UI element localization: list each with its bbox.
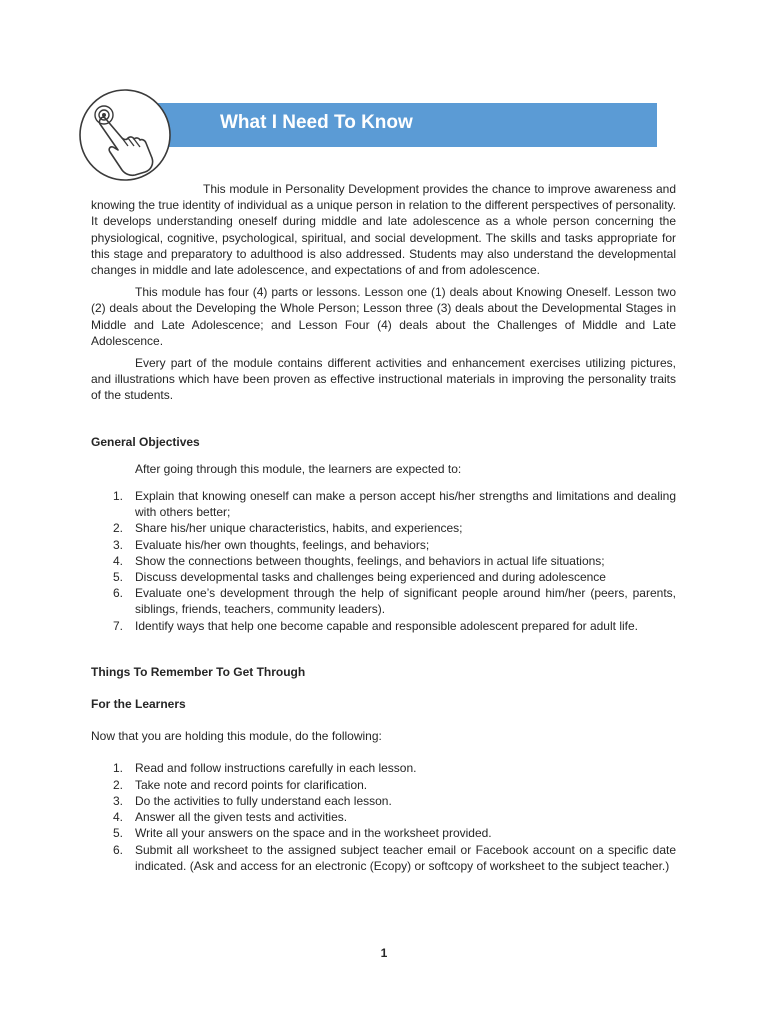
objective-text: Identify ways that help one become capable and responsible adolescent prepared for adult life. [135,618,638,633]
step-item [91,777,676,793]
objective-text: Show the connections between thoughts, feelings, and behaviors in actual life situations; [135,553,605,568]
list-number: 1. [113,761,124,776]
header-title: What I Need To Know [220,112,413,133]
objective-item [91,618,676,634]
objective-item [91,569,676,585]
objective-text: Evaluate his/her own thoughts, feelings, and behaviors; [135,537,430,552]
objective-text: Explain that knowing oneself can make a person accept his/her strengths and limitations and dealing with others better; [135,489,676,520]
objective-item [91,520,676,536]
list-number: 4. [113,810,124,825]
objective-item [91,488,676,520]
step-item [91,825,676,841]
step-item [91,793,676,809]
objective-item [91,585,676,617]
step-text: Submit all worksheet to the assigned subject teacher email or Facebook account on a specific date indicated. (Ask and access for an electronic (Ecopy) or softcopy of worksheet to the subject teacher.) [135,842,676,873]
list-number: 1. [113,489,124,504]
step-item [91,842,676,874]
objective-text: Discuss developmental tasks and challenges being experienced and during adolescence [135,570,606,585]
list-number: 2. [113,777,124,792]
learner-steps-list [91,760,676,873]
page-number: 1 [380,946,388,960]
intro-paragraph-2: This module has four (4) parts or lessons. Lesson one (1) deals about Knowing Oneself. Lesson two (2) deals about the Developing the Whole Person; Lesson three (3) deals about the Developmental Stages in Middle and Late Adolescence; and Lesson Four (4) deals about the Challenges of Middle and Late Adolescence. [91,285,676,348]
step-text: Read and follow instructions carefully in each lesson. [135,761,417,776]
step-text: Answer all the given tests and activities. [135,810,348,825]
objective-item [91,537,676,553]
list-number: 3. [113,537,124,552]
objective-text: Share his/her unique characteristics, habits, and experiences; [135,521,463,536]
objective-text: Evaluate one’s development through the help of significant people around him/her (peers, parents, siblings, friends, teachers, community leaders). [135,586,676,617]
step-item [91,760,676,776]
step-text: Do the activities to fully understand each lesson. [135,793,392,808]
module-content [91,181,676,874]
list-number: 5. [113,570,124,585]
list-number: 5. [113,826,124,841]
for-the-learners-heading: For the Learners [91,697,186,712]
objectives-list [91,488,676,634]
objective-item [91,553,676,569]
learners-intro: Now that you are holding this module, do the following: [91,729,382,744]
list-number: 4. [113,553,124,568]
objectives-intro: After going through this module, the learners are expected to: [135,461,462,476]
list-number: 6. [113,586,124,601]
list-number: 3. [113,793,124,808]
step-text: Write all your answers on the space and in the worksheet provided. [135,826,492,841]
touch-hand-icon [78,88,172,182]
general-objectives-heading: General Objectives [91,434,200,449]
list-number: 7. [113,618,124,633]
things-to-remember-heading: Things To Remember To Get Through [91,664,306,679]
list-number: 2. [113,521,124,536]
intro-paragraph-1: This module in Personality Development provides the chance to improve awareness and knowing the true identity of individual as a unique person in relation to the different perspectives of personality. It develops understanding oneself during middle and late adolescence as a whole person concerning the physiological, cognitive, psychological, spiritual, and social development. The skills and tasks appropriate for this stage and preparatory to adulthood is also addressed. Students may also understand the developmental changes in middle and late adolescence, and expectations of and from adolescence. [91,182,676,278]
step-text: Take note and record points for clarification. [135,777,368,792]
list-number: 6. [113,842,124,857]
intro-paragraph-3: Every part of the module contains different activities and enhancement exercises utilizing pictures, and illustrations which have been proven as effective instructional materials in improving the personality traits of the students. [91,356,676,403]
step-item [91,809,676,825]
